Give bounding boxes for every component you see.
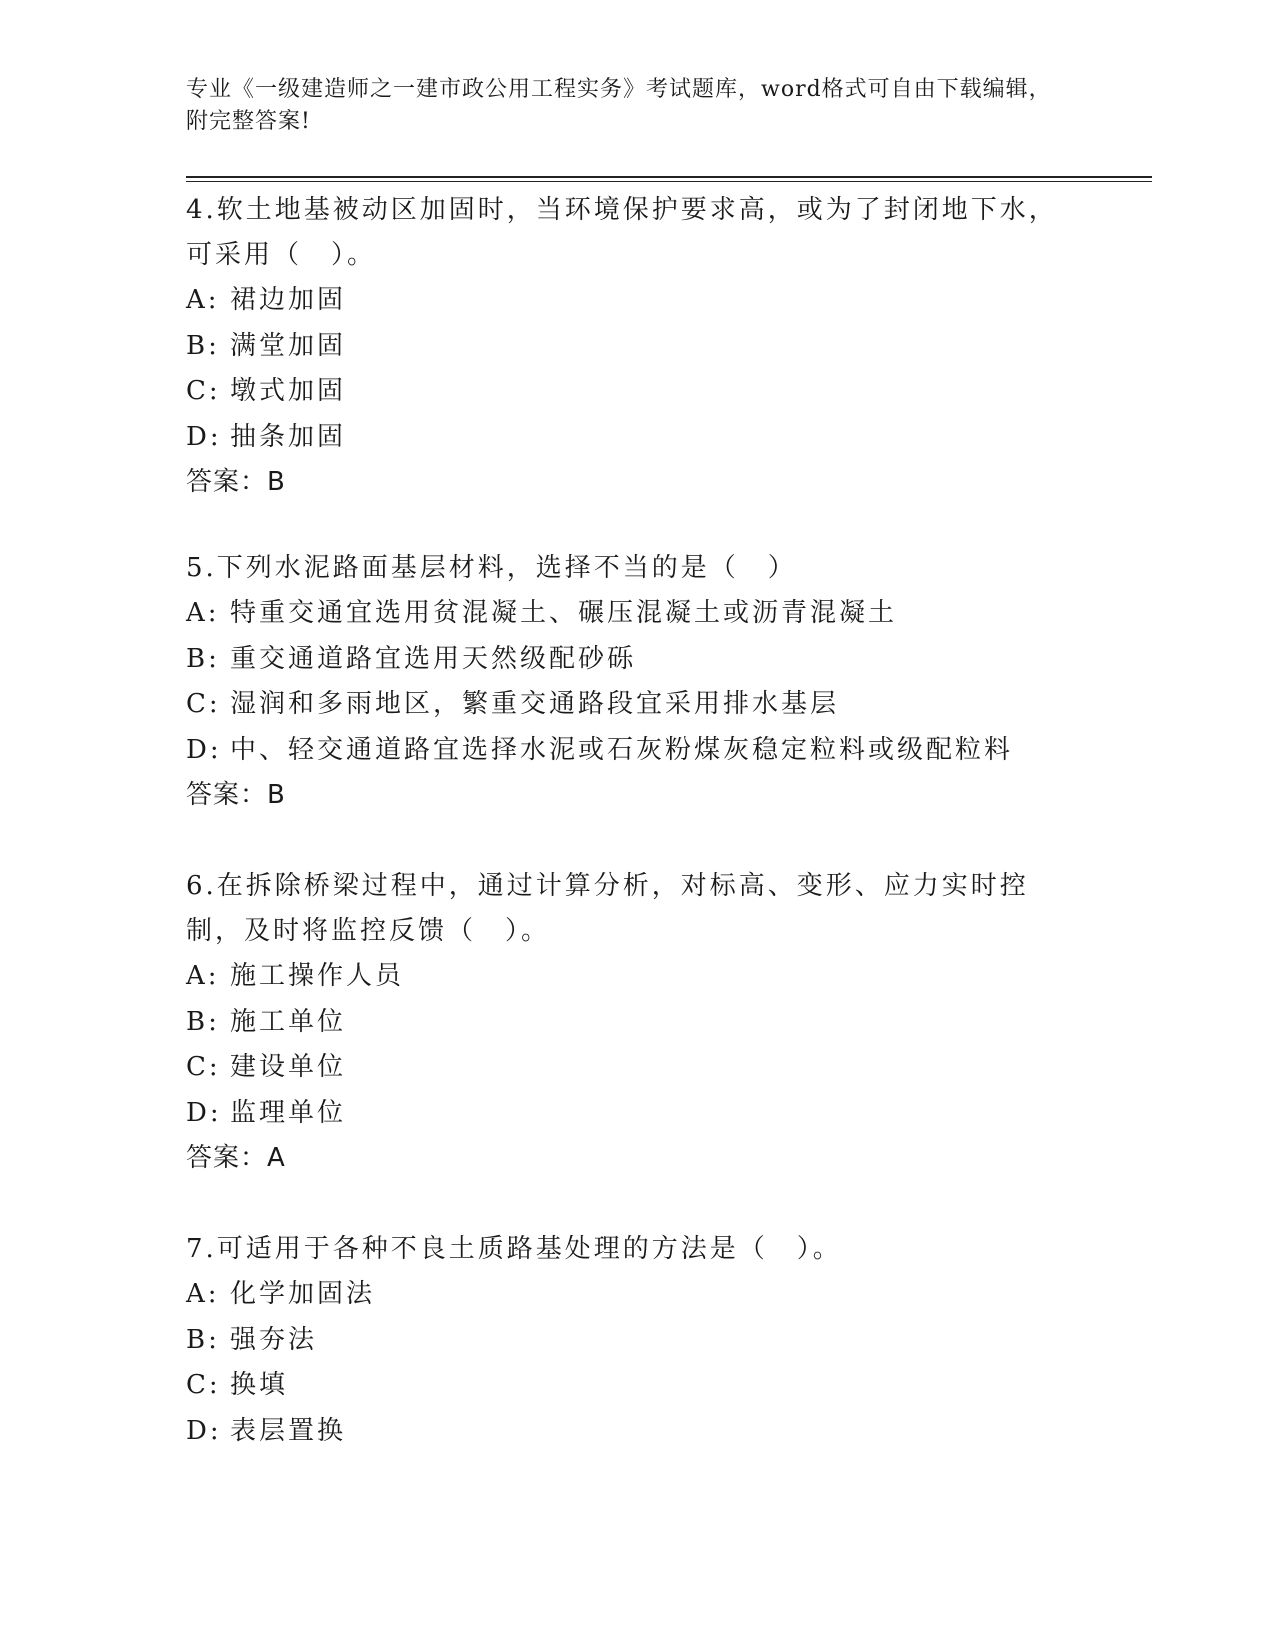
- option-list: [186, 1272, 1086, 1454]
- option-letter: D:: [186, 1415, 222, 1446]
- option-letter: B:: [186, 1324, 220, 1355]
- option-letter: A:: [186, 285, 220, 315]
- option-letter: B:: [186, 330, 220, 361]
- option-text: 施工操作人员: [230, 961, 405, 991]
- option-letter: A:: [186, 961, 220, 991]
- option-text: 监理单位: [230, 1097, 347, 1128]
- answer-label: 答案：: [186, 467, 268, 497]
- option-text: 抽条加固: [230, 421, 347, 452]
- question-7: [186, 1227, 1086, 1454]
- option-b: [186, 637, 1086, 683]
- option-letter: C:: [186, 689, 221, 719]
- option-d: [186, 1409, 1086, 1455]
- option-text: 强夯法: [230, 1324, 318, 1355]
- question-stem: 5.下列水泥路面基层材料，选择不当的是（ ）: [186, 553, 797, 583]
- question-stem: 7.可适用于各种不良土质路基处理的方法是（ ）。: [186, 1234, 842, 1264]
- option-a: [186, 591, 1086, 637]
- option-b: [186, 324, 1086, 370]
- option-a: [186, 1272, 1086, 1318]
- option-d: [186, 1091, 1086, 1137]
- option-letter: C:: [186, 1052, 221, 1082]
- option-c: [186, 1363, 1086, 1409]
- option-list: [186, 278, 1086, 460]
- option-text: 特重交通宜选用贫混凝土、碾压混凝土或沥青混凝土: [230, 598, 898, 628]
- document-header: 专业《一级建造师之一建市政公用工程实务》考试题库，word格式可自由下载编辑，附完整答案!: [186, 77, 1052, 134]
- answer-value: A: [267, 1143, 286, 1173]
- question-stem: 6.在拆除桥梁过程中，通过计算分析，对标高、变形、应力实时控制，及时将监控反馈（ ）。: [186, 871, 1029, 946]
- option-letter: B:: [186, 643, 220, 674]
- answer-line: [186, 773, 1086, 818]
- option-text: 建设单位: [230, 1052, 347, 1082]
- option-d: [186, 415, 1086, 461]
- option-text: 重交通道路宜选用天然级配砂砾: [230, 643, 637, 674]
- header-divider-thick: [186, 176, 1152, 178]
- option-letter: D:: [186, 421, 222, 452]
- question-4: [186, 188, 1086, 505]
- option-letter: D:: [186, 1097, 222, 1128]
- option-d: [186, 728, 1086, 774]
- option-text: 墩式加固: [230, 376, 347, 406]
- option-text: 施工单位: [230, 1006, 347, 1037]
- option-text: 中、轻交通道路宜选择水泥或石灰粉煤灰稳定粒料或级配粒料: [230, 734, 1014, 765]
- answer-label: 答案：: [186, 780, 268, 810]
- question-5: [186, 546, 1086, 818]
- option-c: [186, 682, 1086, 728]
- option-text: 湿润和多雨地区，繁重交通路段宜采用排水基层: [230, 689, 840, 719]
- option-letter: A:: [186, 1279, 220, 1309]
- question-6: [186, 864, 1086, 1181]
- option-text: 裙边加固: [230, 285, 347, 315]
- option-c: [186, 1045, 1086, 1091]
- option-list: [186, 591, 1086, 773]
- option-b: [186, 1000, 1086, 1046]
- option-list: [186, 954, 1086, 1136]
- option-c: [186, 369, 1086, 415]
- option-text: 化学加固法: [230, 1279, 376, 1309]
- option-letter: C:: [186, 1370, 221, 1400]
- question-stem: 4.软土地基被动区加固时，当环境保护要求高，或为了封闭地下水，可采用（ ）。: [186, 195, 1058, 270]
- option-text: 换填: [230, 1370, 289, 1400]
- answer-value: B: [267, 467, 286, 497]
- answer-label: 答案：: [186, 1143, 268, 1173]
- option-text: 满堂加固: [230, 330, 347, 361]
- option-b: [186, 1318, 1086, 1364]
- option-letter: A:: [186, 598, 220, 628]
- header-divider-thin: [186, 181, 1152, 182]
- answer-line: [186, 460, 1086, 505]
- option-letter: B:: [186, 1006, 220, 1037]
- option-a: [186, 278, 1086, 324]
- option-letter: D:: [186, 734, 222, 765]
- answer-line: [186, 1136, 1086, 1181]
- option-text: 表层置换: [230, 1415, 347, 1446]
- option-a: [186, 954, 1086, 1000]
- option-letter: C:: [186, 376, 221, 406]
- answer-value: B: [267, 780, 286, 810]
